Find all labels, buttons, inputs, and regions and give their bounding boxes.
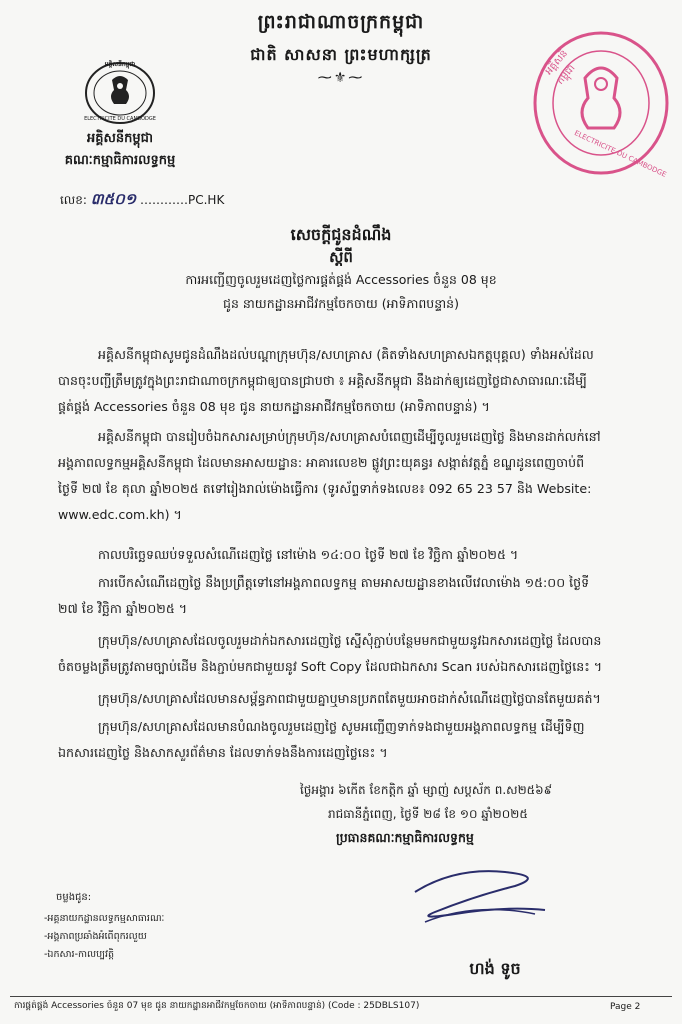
p2-line3: ថ្ងៃទី ២៧ ខែ តុលា ឆ្នាំ២០២៥ តទៅរៀងរាល់ម៉ោងធ្វើការ (ទូរស័ព្ទទាក់ទងលេខ៖ 092 65 23 57 និង Website: (58, 481, 592, 496)
signer-title: ប្រធានគណៈកម្មាធិការលទ្ធកម្ម (336, 830, 474, 845)
p6-line1: ក្រុមហ៊ុន/សហគ្រាសដែលមានសម្ព័ន្ធភាពជាមួយគ្នាឬមានប្រភពតែមួយអាចដាក់សំណើដេញថ្លៃបានតែមួយគត់។ (98, 691, 601, 706)
paragraph-1 (58, 342, 658, 420)
paragraph-2 (58, 424, 658, 528)
p2-line1: អគ្គិសនីកម្ពុជា បានរៀបចំឯកសារសម្រាប់ក្រុមហ៊ុន/សហគ្រាសបំពេញដើម្បីចូលរួមដេញថ្លៃ និងមានដាក់លក់នៅ (98, 429, 601, 444)
p5-line1: ក្រុមហ៊ុន/សហគ្រាសដែលចូលរួមដាក់ឯកសារដេញថ្លៃ ស្នើសុំភ្ជាប់បន្ថែមមកជាមួយនូវឯកសារដេញថ្លៃ ដែលបាន (98, 633, 602, 648)
p3-line1: កាលបរិច្ឆេទឈប់ទទួលសំណើដេញថ្លៃ នៅម៉ោង ១៤:០០ ថ្ងៃទី ២៧ ខែ វិច្ឆិកា ឆ្នាំ២០២៥ ។ (98, 547, 519, 562)
p7-line2: ឯកសារដេញថ្លៃ និងសាកសួរព័ត៌មាន ដែលទាក់ទងនឹងការដេញថ្លៃនេះ ។ (58, 745, 388, 760)
handwritten-signature-icon (395, 852, 565, 942)
logo-text-top: អគ្គិសនីកម្ពុជា (104, 61, 136, 68)
notice-line1: ការអញ្ជើញចូលរួមដេញថ្លៃការផ្គត់ផ្គង់ Accessories ចំនួន 08 មុខ (185, 272, 497, 287)
p1-line3: ផ្គត់ផ្គង់ Accessories ចំនួន 08 មុខ ជូន នាយកដ្ឋានអាជីវកម្មចែកចាយ (អាទិភាពបន្ទាន់) ។ (58, 399, 490, 414)
motto-ornament: ⁓⚜⁓ (317, 70, 365, 86)
paragraph-3 (58, 542, 658, 568)
p2-line2: អង្គភាពលទ្ធកម្មអគ្គិសនីកម្ពុជា ដែលមានអាសយដ្ឋាន: អាគារលេខ២ ផ្លូវព្រះយុគន្ធរ សង្កាត់វត្តភ្នំ ខណ្ឌដូនពេញចាប់ពី (58, 455, 585, 470)
p4-line2: ២៧ ខែ វិច្ឆិកា ឆ្នាំ២០២៥ ។ (58, 601, 188, 616)
logo-text-bottom: ELECTRICITE DU CAMBODGE (84, 116, 156, 122)
cc-heading: ចម្លងជូន: (56, 892, 92, 903)
ref-suffix: PC.HK (187, 193, 225, 207)
ref-prefix: លេខ: (60, 193, 87, 207)
p2-line4: www.edc.com.kh) ។ (58, 507, 182, 522)
p5-line2: ចំតចម្លងត្រឹមត្រូវតាមច្បាប់ដើម និងភ្ជាប់មកជាមួយនូវ Soft Copy ដែលជាឯកសារ Scan របស់ឯកសារដេញថ្លៃនេះ ។ (58, 659, 603, 674)
cc-item: -អគ្គនាយកដ្ឋានលទ្ធកម្មសាធារណៈ (44, 913, 165, 924)
lunar-date: ថ្ងៃអង្គារ ៦កើត ខែកត្តិក ឆ្នាំ ម្សាញ់ សប្តស័ក ព.ស២៥៦៩ (300, 783, 553, 797)
committee-name: គណៈកម្មាធិការលទ្ធកម្ម (64, 153, 176, 168)
reference-number: លេខ: ៣៥០១ …………PC.HK (60, 190, 225, 208)
org-name: អគ្គិសនីកម្ពុជា (86, 131, 153, 146)
paragraph-5 (58, 628, 658, 680)
page-number: Page 2 (610, 1002, 641, 1012)
signatory-name: ហង់ ទូច (469, 959, 521, 978)
notice-line2: ជូន នាយកដ្ឋានអាជីវកម្មចែកចាយ (អាទិភាពបន្ទាន់) (223, 296, 459, 311)
p1-line2: បានចុះបញ្ជីត្រឹមត្រូវក្នុងព្រះរាជាណាចក្រកម្ពុជាឲ្យបានជ្រាបថា ៖ អគ្គិសនីកម្ពុជា នឹងដាក់ឲ្យដេញថ្លៃជាសាធារណៈដើម្បី (58, 373, 587, 388)
official-stamp-icon (530, 28, 672, 178)
notice-subject: ស្តីពី (329, 248, 353, 266)
p4-line1: ការបើកសំណើដេញថ្លៃ នឹងប្រព្រឹត្តទៅនៅអង្គភាពលទ្ធកម្ម តាមអាសយដ្ឋានខាងលើវេលាម៉ោង ១៥:០០ ថ្ងៃទី (98, 575, 590, 590)
cc-item: -ឯកសារ-កាលប្បវត្តិ (44, 949, 114, 960)
paragraph-6 (58, 686, 658, 712)
ref-number: ៣៥០១ (90, 190, 137, 208)
p7-line1: ក្រុមហ៊ុន/សហគ្រាសដែលមានបំណងចូលរួមដេញថ្លៃ សូមអញ្ជើញទាក់ទងជាមួយអង្គភាពលទ្ធកម្ម ដើម្បីទិញ (98, 719, 585, 734)
stamp-text-bottom: ELECTRICITE DU CAMBODGE (573, 129, 668, 179)
paragraph-4 (58, 570, 658, 622)
solar-date: រាជធានីភ្នំពេញ, ថ្ងៃទី ២៨ ខែ ១០ ឆ្នាំ២០២៥ (328, 807, 528, 821)
notice-title: សេចក្តីជូនដំណឹង (290, 225, 392, 244)
p1-line1: អគ្គិសនីកម្ពុជាសូមជូនដំណឹងដល់បណ្តាក្រុមហ៊ុន/សហគ្រាស (គិតទាំងសហគ្រាសឯកត្តបុគ្គល) ទាំងអស់ដែល (98, 347, 594, 362)
cc-item: -អង្គភាពប្រឆាំងអំពើពុករលួយ (44, 931, 147, 942)
stamp-text-left: អគ្គិសនីកម្ពុជា (543, 48, 578, 87)
national-motto: ជាតិ សាសនា ព្រះមហាក្សត្រ (250, 45, 432, 64)
cc-list (44, 910, 164, 964)
footer-text: ការផ្គត់ផ្គង់ Accessories ចំនួន 07 មុខ ជូន នាយកដ្ឋានអាជីវកម្មចែកចាយ (អាទិភាពបន្ទាន់) (Code : 25DBLS107) (14, 1001, 420, 1011)
footer-divider (10, 996, 672, 997)
kingdom-heading: ព្រះរាជាណាចក្រកម្ពុជា (257, 11, 425, 33)
paragraph-7 (58, 714, 658, 766)
